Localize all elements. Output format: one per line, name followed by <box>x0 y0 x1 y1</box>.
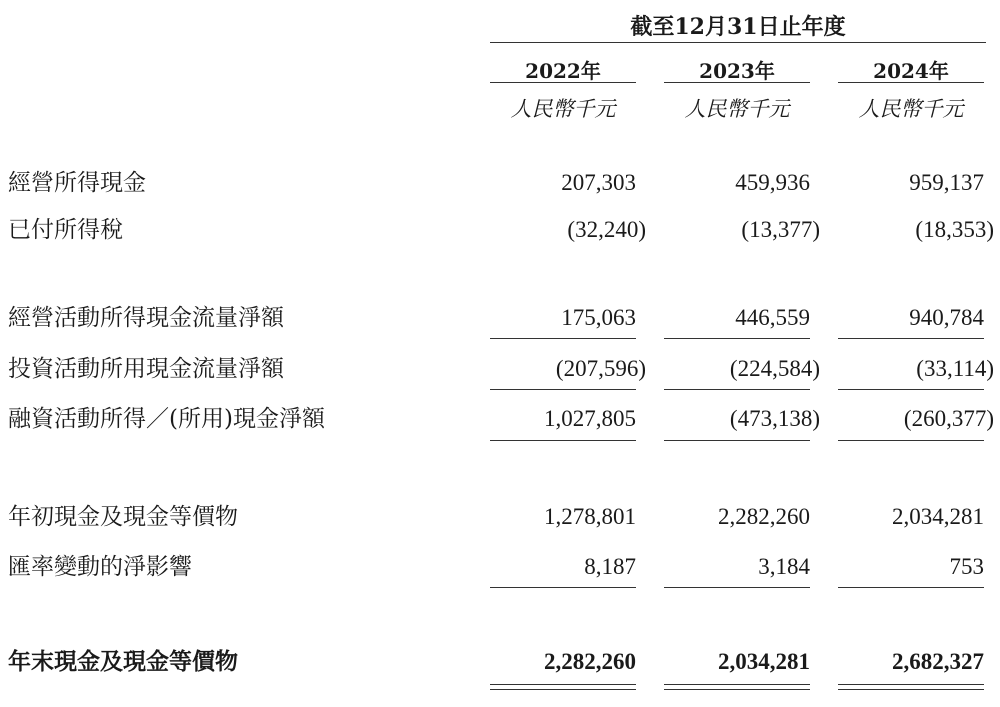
row-label-closing-cash: 年末現金及現金等價物 <box>8 645 468 679</box>
cell-value: (224,584) <box>729 356 820 381</box>
cell-value: 446,559 <box>735 305 810 330</box>
row-label-fx-effect: 匯率變動的淨影響 <box>8 550 468 584</box>
cell-value: 175,063 <box>561 305 636 330</box>
year-rule <box>664 82 810 83</box>
period-header: 截至12月31日止年度 <box>630 14 846 40</box>
total-double-rule <box>490 689 636 690</box>
cell-value-total: 2,034,281 <box>718 649 810 674</box>
total-double-rule <box>664 684 810 685</box>
cell-value: (260,377) <box>903 406 994 431</box>
cell-value: (13,377) <box>741 217 820 242</box>
row-label-net-financing: 融資活動所得／(所用)現金淨額 <box>8 402 468 436</box>
cell-value: (33,114) <box>916 356 994 381</box>
unit-label: 人民幣千元 <box>510 97 616 121</box>
row-rule <box>664 440 810 441</box>
cell-value: 1,278,801 <box>544 504 636 529</box>
cell-value: 1,027,805 <box>544 406 636 431</box>
row-rule <box>838 587 984 588</box>
row-rule <box>490 587 636 588</box>
cell-value: (473,138) <box>729 406 820 431</box>
cell-value: 2,034,281 <box>892 504 984 529</box>
cell-value: 459,936 <box>735 170 810 195</box>
cell-value: 2,282,260 <box>718 504 810 529</box>
row-rule <box>838 440 984 441</box>
year-2024: 2024年 <box>873 59 949 83</box>
cell-value-total: 2,682,327 <box>892 649 984 674</box>
cell-value: (18,353) <box>915 217 994 242</box>
cell-value: 940,784 <box>909 305 984 330</box>
header-rule <box>490 42 986 43</box>
row-rule <box>490 389 636 390</box>
year-2022: 2022年 <box>525 59 601 83</box>
unit-label: 人民幣千元 <box>858 97 964 121</box>
year-rule <box>490 82 636 83</box>
row-rule <box>838 389 984 390</box>
row-label-net-investing: 投資活動所用現金流量淨額 <box>8 352 468 386</box>
row-label-operating-cash: 經營所得現金 <box>8 166 468 200</box>
row-label-opening-cash: 年初現金及現金等價物 <box>8 500 468 534</box>
row-rule <box>664 389 810 390</box>
cell-value: (207,596) <box>555 356 646 381</box>
row-rule <box>490 338 636 339</box>
cell-value: 207,303 <box>561 170 636 195</box>
row-rule <box>664 587 810 588</box>
cell-value-total: 2,282,260 <box>544 649 636 674</box>
cell-value: 3,184 <box>758 554 810 579</box>
total-double-rule <box>490 684 636 685</box>
row-rule <box>664 338 810 339</box>
year-2023: 2023年 <box>699 59 775 83</box>
unit-label: 人民幣千元 <box>684 97 790 121</box>
year-rule <box>838 82 984 83</box>
total-double-rule <box>838 689 984 690</box>
total-double-rule <box>664 689 810 690</box>
cell-value: (32,240) <box>567 217 646 242</box>
cell-value: 959,137 <box>909 170 984 195</box>
row-rule <box>838 338 984 339</box>
row-rule <box>490 440 636 441</box>
row-label-tax-paid: 已付所得稅 <box>8 213 468 247</box>
cell-value: 8,187 <box>584 554 636 579</box>
cell-value: 753 <box>949 554 984 579</box>
row-label-net-operating: 經營活動所得現金流量淨額 <box>8 301 468 335</box>
total-double-rule <box>838 684 984 685</box>
